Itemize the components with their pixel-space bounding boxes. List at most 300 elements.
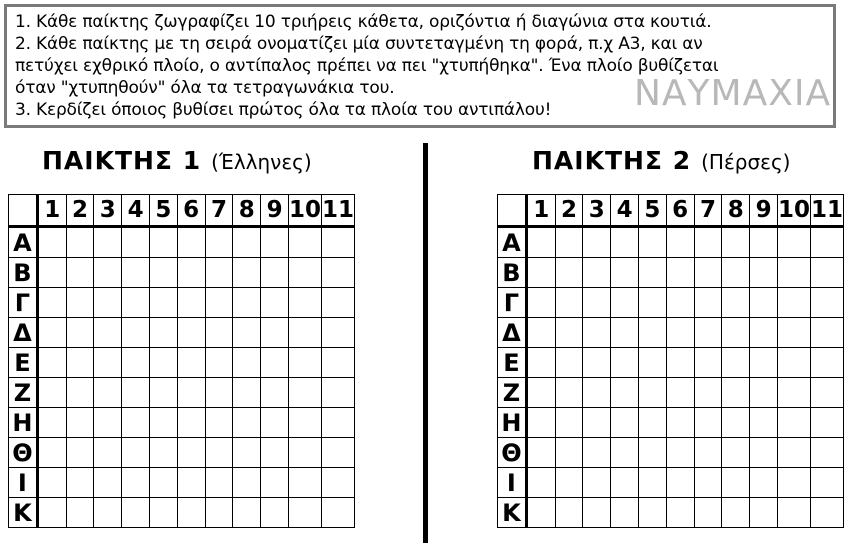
player-1-column-label: 9 xyxy=(261,195,289,227)
player-2-grid-cell[interactable] xyxy=(750,227,778,258)
player-2-row xyxy=(498,378,844,408)
player-2-row-label: Γ xyxy=(498,288,527,318)
player-1-row xyxy=(9,498,355,528)
player-1-grid-cell[interactable] xyxy=(288,318,321,348)
player-1-grid-cell[interactable] xyxy=(261,318,289,348)
player-2-grid-cell[interactable] xyxy=(777,438,810,468)
player-2-column-label: 10 xyxy=(777,195,810,227)
player-1-grid-cell[interactable] xyxy=(94,498,122,528)
rule-line-1: 1. Κάθε παίκτης ζωγραφίζει 10 τριήρεις κάθετα, οριζόντια ή διαγώνια στα κουτιά. xyxy=(15,12,712,32)
player-1-grid-cell[interactable] xyxy=(94,288,122,318)
player-1-grid-cell[interactable] xyxy=(177,438,205,468)
player-1-row xyxy=(9,227,355,258)
player-2-grid-cell[interactable] xyxy=(555,378,583,408)
player-1-grid-cell[interactable] xyxy=(149,258,177,288)
player-2-grid-cell[interactable] xyxy=(810,288,843,318)
player-1-column-label: 11 xyxy=(321,195,354,227)
player-2-row xyxy=(498,408,844,438)
player-1-grid-cell[interactable] xyxy=(94,227,122,258)
player-2-grid-cell[interactable] xyxy=(777,288,810,318)
player-2-grid-cell[interactable] xyxy=(638,348,666,378)
player-2-grid-cell[interactable] xyxy=(638,227,666,258)
player-1-grid-cell[interactable] xyxy=(94,318,122,348)
player-1-grid-cell[interactable] xyxy=(321,318,354,348)
player-2-column-label: 5 xyxy=(638,195,666,227)
player-1-grid-cell[interactable] xyxy=(321,227,354,258)
player-2-grid-cell[interactable] xyxy=(810,348,843,378)
player-1-grid-cell[interactable] xyxy=(37,227,66,258)
player-1-grid-cell[interactable] xyxy=(94,258,122,288)
player-1-grid-cell[interactable] xyxy=(94,408,122,438)
player-1-grid-cell[interactable] xyxy=(66,288,94,318)
player-2-grid-cell[interactable] xyxy=(583,498,611,528)
player-1-grid-cell[interactable] xyxy=(66,468,94,498)
player-2-grid-cell[interactable] xyxy=(583,378,611,408)
player-2-column-label: 3 xyxy=(583,195,611,227)
player-2-row-label: Κ xyxy=(498,498,527,528)
player-2-grid-cell[interactable] xyxy=(638,438,666,468)
player-1-grid-cell[interactable] xyxy=(288,348,321,378)
player-1-grid-cell[interactable] xyxy=(261,348,289,378)
player-1-grid-cell[interactable] xyxy=(177,288,205,318)
player-1-column-label: 6 xyxy=(177,195,205,227)
player-1-grid-cell[interactable] xyxy=(205,408,233,438)
player-2-grid-cell[interactable] xyxy=(583,438,611,468)
player-1-grid-cell[interactable] xyxy=(66,348,94,378)
player-1-title xyxy=(42,146,312,175)
rule-line-4: όταν "χτυπηθούν" όλα τα τετραγωνάκια του. xyxy=(15,78,395,98)
player-2-grid-cell[interactable] xyxy=(638,378,666,408)
player-1-grid-cell[interactable] xyxy=(66,498,94,528)
player-2-grid-cell[interactable] xyxy=(611,318,639,348)
player-1-grid-cell[interactable] xyxy=(66,378,94,408)
player-1-column-label: 8 xyxy=(233,195,261,227)
player-2-grid-cell[interactable] xyxy=(638,468,666,498)
player-1-row xyxy=(9,318,355,348)
player-2-grid-cell[interactable] xyxy=(777,378,810,408)
player-1-row-label: Ε xyxy=(9,348,38,378)
player-2-grid xyxy=(497,194,844,528)
player-2-row-label: Ι xyxy=(498,468,527,498)
player-2-row xyxy=(498,468,844,498)
player-1-row-label: Ζ xyxy=(9,378,38,408)
player-2-row-label: Η xyxy=(498,408,527,438)
player-2-column-label: 1 xyxy=(526,195,555,227)
player-2-grid-cell[interactable] xyxy=(722,408,750,438)
player-1-row xyxy=(9,258,355,288)
player-1-grid-cell[interactable] xyxy=(205,438,233,468)
player-2-name: ΠΑΙΚΤΗΣ 2 xyxy=(532,146,692,175)
player-2-row xyxy=(498,438,844,468)
player-1-grid-cell[interactable] xyxy=(122,318,150,348)
player-1-grid-cell[interactable] xyxy=(321,498,354,528)
player-1-grid-cell[interactable] xyxy=(205,498,233,528)
player-1-column-label: 3 xyxy=(94,195,122,227)
player-1-grid-cell[interactable] xyxy=(37,378,66,408)
player-2-grid-cell[interactable] xyxy=(750,438,778,468)
player-2-column-label: 6 xyxy=(666,195,694,227)
player-1-grid-cell[interactable] xyxy=(233,498,261,528)
player-1-grid-cell[interactable] xyxy=(261,227,289,258)
player-1-row xyxy=(9,288,355,318)
player-2-grid-cell[interactable] xyxy=(694,498,722,528)
player-2-grid-cell[interactable] xyxy=(611,288,639,318)
player-2-grid-cell[interactable] xyxy=(555,408,583,438)
player-2-grid-cell[interactable] xyxy=(750,378,778,408)
player-1-grid-cell[interactable] xyxy=(233,288,261,318)
player-1-grid-cell[interactable] xyxy=(149,408,177,438)
player-2-row-label: Α xyxy=(498,227,527,258)
player-1-row xyxy=(9,468,355,498)
player-1-grid-cell[interactable] xyxy=(288,468,321,498)
player-1-grid-cell[interactable] xyxy=(94,378,122,408)
player-2-grid-cell[interactable] xyxy=(583,318,611,348)
player-2-grid-cell[interactable] xyxy=(526,318,555,348)
player-2-grid-cell[interactable] xyxy=(810,408,843,438)
player-2-grid-cell[interactable] xyxy=(555,498,583,528)
player-1-column-label: 5 xyxy=(149,195,177,227)
player-2-grid-cell[interactable] xyxy=(666,227,694,258)
player-1-grid-cell[interactable] xyxy=(149,378,177,408)
player-2-grid-cell[interactable] xyxy=(694,408,722,438)
rule-line-2: 2. Κάθε παίκτης με τη σειρά ονοματίζει μία συντεταγμένη τη φορά, π.χ Α3, και αν xyxy=(15,34,703,54)
player-1-grid-cell[interactable] xyxy=(122,288,150,318)
player-1-grid-cell[interactable] xyxy=(205,378,233,408)
player-1-grid-cell[interactable] xyxy=(261,438,289,468)
player-2-grid-cell[interactable] xyxy=(666,438,694,468)
player-2-column-label: 2 xyxy=(555,195,583,227)
player-1-row-label: Γ xyxy=(9,288,38,318)
player-2-corner-cell xyxy=(498,195,527,227)
player-2-grid-cell[interactable] xyxy=(583,468,611,498)
player-2-grid-cell[interactable] xyxy=(555,258,583,288)
player-1-grid-cell[interactable] xyxy=(288,227,321,258)
player-2-header-row xyxy=(498,195,844,227)
player-1-grid-cell[interactable] xyxy=(233,348,261,378)
player-2-grid-cell[interactable] xyxy=(694,468,722,498)
player-2-grid-cell[interactable] xyxy=(694,258,722,288)
player-2-grid-cell[interactable] xyxy=(526,348,555,378)
player-2-grid-cell[interactable] xyxy=(777,408,810,438)
player-2-row-label: Ζ xyxy=(498,378,527,408)
player-1-grid-cell[interactable] xyxy=(233,227,261,258)
player-2-grid-cell[interactable] xyxy=(810,378,843,408)
player-1-grid-cell[interactable] xyxy=(37,288,66,318)
player-1-grid-cell[interactable] xyxy=(321,348,354,378)
player-1-grid-cell[interactable] xyxy=(233,468,261,498)
player-2-grid-cell[interactable] xyxy=(611,258,639,288)
player-1-grid-cell[interactable] xyxy=(177,408,205,438)
player-2-grid-cell[interactable] xyxy=(638,288,666,318)
player-1-name: ΠΑΙΚΤΗΣ 1 xyxy=(42,146,202,175)
player-2-grid-cell[interactable] xyxy=(611,227,639,258)
player-1-grid-cell[interactable] xyxy=(66,408,94,438)
player-1-grid-cell[interactable] xyxy=(149,288,177,318)
player-2-grid-cell[interactable] xyxy=(583,288,611,318)
player-1-grid-cell[interactable] xyxy=(205,318,233,348)
player-1-grid-cell[interactable] xyxy=(149,348,177,378)
player-1-grid-cell[interactable] xyxy=(149,498,177,528)
player-2-grid-cell[interactable] xyxy=(694,288,722,318)
player-1-grid-cell[interactable] xyxy=(288,258,321,288)
player-1-grid-cell[interactable] xyxy=(177,498,205,528)
player-1-grid-cell[interactable] xyxy=(233,438,261,468)
player-2-grid-cell[interactable] xyxy=(777,498,810,528)
player-1-grid-cell[interactable] xyxy=(177,348,205,378)
player-2-grid-cell[interactable] xyxy=(722,288,750,318)
player-2-row xyxy=(498,348,844,378)
player-1-grid-cell[interactable] xyxy=(177,258,205,288)
player-2-row xyxy=(498,288,844,318)
player-1-grid-cell[interactable] xyxy=(122,378,150,408)
player-2-grid-cell[interactable] xyxy=(777,258,810,288)
player-1-grid-cell[interactable] xyxy=(66,318,94,348)
player-2-grid-cell[interactable] xyxy=(810,227,843,258)
player-1-grid-cell[interactable] xyxy=(205,468,233,498)
player-2-side: (Πέρσες) xyxy=(701,150,791,174)
player-2-row xyxy=(498,498,844,528)
player-2-grid-cell[interactable] xyxy=(583,258,611,288)
player-2-grid-cell[interactable] xyxy=(777,227,810,258)
player-1-grid xyxy=(8,194,355,528)
player-1-grid-cell[interactable] xyxy=(149,318,177,348)
player-2-grid-cell[interactable] xyxy=(750,498,778,528)
player-1-grid-cell[interactable] xyxy=(37,498,66,528)
player-1-grid-cell[interactable] xyxy=(288,438,321,468)
player-1-grid-cell[interactable] xyxy=(37,408,66,438)
player-2-grid-cell[interactable] xyxy=(666,318,694,348)
player-2-grid-cell[interactable] xyxy=(555,438,583,468)
player-1-grid-cell[interactable] xyxy=(37,348,66,378)
player-1-row xyxy=(9,348,355,378)
player-2-grid-cell[interactable] xyxy=(611,468,639,498)
player-2-row xyxy=(498,318,844,348)
player-1-grid-cell[interactable] xyxy=(66,227,94,258)
player-1-grid-cell[interactable] xyxy=(149,438,177,468)
player-1-grid-cell[interactable] xyxy=(177,318,205,348)
player-2-grid-cell[interactable] xyxy=(555,348,583,378)
player-1-grid-cell[interactable] xyxy=(177,378,205,408)
player-2-grid-cell[interactable] xyxy=(526,468,555,498)
player-2-row xyxy=(498,227,844,258)
player-1-grid-cell[interactable] xyxy=(321,258,354,288)
player-2-grid-cell[interactable] xyxy=(694,438,722,468)
player-1-column-label: 2 xyxy=(66,195,94,227)
player-1-grid-cell[interactable] xyxy=(233,408,261,438)
player-1-grid-cell[interactable] xyxy=(233,258,261,288)
player-1-grid-cell[interactable] xyxy=(177,227,205,258)
player-2-grid-cell[interactable] xyxy=(750,408,778,438)
player-2-grid-cell[interactable] xyxy=(555,227,583,258)
player-1-grid-cell[interactable] xyxy=(37,318,66,348)
player-1-grid-cell[interactable] xyxy=(261,378,289,408)
player-2-grid-cell[interactable] xyxy=(810,258,843,288)
player-2-grid-cell[interactable] xyxy=(666,258,694,288)
player-2-grid-cell[interactable] xyxy=(810,438,843,468)
player-2-row-label: Θ xyxy=(498,438,527,468)
player-2-grid-cell[interactable] xyxy=(810,468,843,498)
player-2-grid-cell[interactable] xyxy=(666,468,694,498)
player-2-grid-cell[interactable] xyxy=(638,318,666,348)
player-1-corner-cell xyxy=(9,195,38,227)
player-2-grid-cell[interactable] xyxy=(666,498,694,528)
player-2-grid-cell[interactable] xyxy=(526,227,555,258)
player-1-grid-cell[interactable] xyxy=(261,288,289,318)
player-2-grid-cell[interactable] xyxy=(526,498,555,528)
player-2-grid-cell[interactable] xyxy=(694,227,722,258)
player-2-grid-cell[interactable] xyxy=(526,438,555,468)
player-1-row-label: Θ xyxy=(9,438,38,468)
player-1-grid-cell[interactable] xyxy=(261,468,289,498)
player-2-column-label: 11 xyxy=(810,195,843,227)
player-2-grid-cell[interactable] xyxy=(810,318,843,348)
player-1-row xyxy=(9,438,355,468)
watermark-logo: ΝΑΥΜΑΧΙΑ xyxy=(634,73,832,114)
player-2-grid-cell[interactable] xyxy=(722,227,750,258)
player-2-row xyxy=(498,258,844,288)
player-1-grid-cell[interactable] xyxy=(321,468,354,498)
player-2-grid-cell[interactable] xyxy=(526,288,555,318)
player-1-grid-cell[interactable] xyxy=(261,258,289,288)
player-2-grid-cell[interactable] xyxy=(583,408,611,438)
player-1-row-label: Η xyxy=(9,408,38,438)
player-1-column-label: 4 xyxy=(122,195,150,227)
player-1-grid-cell[interactable] xyxy=(261,498,289,528)
center-divider xyxy=(423,143,428,543)
player-2-grid-cell[interactable] xyxy=(722,318,750,348)
player-2-grid-cell[interactable] xyxy=(666,378,694,408)
player-1-grid-cell[interactable] xyxy=(94,348,122,378)
player-2-column-label: 8 xyxy=(722,195,750,227)
player-2-grid-cell[interactable] xyxy=(555,468,583,498)
player-1-column-label: 10 xyxy=(288,195,321,227)
player-2-grid-cell[interactable] xyxy=(611,378,639,408)
player-1-header-row xyxy=(9,195,355,227)
player-2-grid-cell[interactable] xyxy=(750,288,778,318)
rule-line-5: 3. Κερδίζει όποιος βυθίσει πρώτος όλα τα πλοία του αντιπάλου! xyxy=(15,100,552,120)
player-2-grid-cell[interactable] xyxy=(750,258,778,288)
player-2-grid-cell[interactable] xyxy=(638,498,666,528)
player-1-grid-cell[interactable] xyxy=(205,348,233,378)
player-2-grid-cell[interactable] xyxy=(722,438,750,468)
player-2-grid-cell[interactable] xyxy=(526,378,555,408)
player-2-grid-cell[interactable] xyxy=(694,318,722,348)
player-1-grid-cell[interactable] xyxy=(205,227,233,258)
player-1-grid-cell[interactable] xyxy=(261,408,289,438)
player-1-grid-cell[interactable] xyxy=(94,468,122,498)
player-2-grid-cell[interactable] xyxy=(611,498,639,528)
player-1-grid-cell[interactable] xyxy=(122,258,150,288)
player-1-row-label: Β xyxy=(9,258,38,288)
rule-line-3: πετύχει εχθρικό πλοίο, ο αντίπαλος πρέπει να πει "χτυπήθηκα". Ένα πλοίο βυθίζεται xyxy=(15,56,719,76)
player-1-grid-cell[interactable] xyxy=(122,438,150,468)
player-1-grid-cell[interactable] xyxy=(149,227,177,258)
player-2-grid-cell[interactable] xyxy=(611,348,639,378)
player-1-grid-cell[interactable] xyxy=(321,288,354,318)
player-2-grid-cell[interactable] xyxy=(722,498,750,528)
player-2-column-label: 7 xyxy=(694,195,722,227)
player-2-title xyxy=(532,146,790,175)
player-1-row xyxy=(9,378,355,408)
player-2-row-label: Ε xyxy=(498,348,527,378)
player-2-row-label: Β xyxy=(498,258,527,288)
player-1-side: (Έλληνες) xyxy=(211,150,312,174)
player-1-grid-cell[interactable] xyxy=(205,288,233,318)
player-1-grid-cell[interactable] xyxy=(122,408,150,438)
player-1-grid-cell[interactable] xyxy=(233,318,261,348)
player-2-grid-cell[interactable] xyxy=(722,258,750,288)
player-1-grid-cell[interactable] xyxy=(37,438,66,468)
player-2-grid-cell[interactable] xyxy=(666,408,694,438)
player-1-grid-cell[interactable] xyxy=(321,378,354,408)
player-2-grid-cell[interactable] xyxy=(666,288,694,318)
player-1-row-label: Δ xyxy=(9,318,38,348)
player-1-grid-cell[interactable] xyxy=(233,378,261,408)
player-1-row-label: Α xyxy=(9,227,38,258)
player-2-column-label: 9 xyxy=(750,195,778,227)
player-1-grid-cell[interactable] xyxy=(122,498,150,528)
player-1-grid-cell[interactable] xyxy=(321,408,354,438)
player-2-grid-cell[interactable] xyxy=(722,348,750,378)
player-2-grid-cell[interactable] xyxy=(638,408,666,438)
player-1-grid-cell[interactable] xyxy=(66,438,94,468)
player-1-grid-cell[interactable] xyxy=(122,468,150,498)
player-1-grid-cell[interactable] xyxy=(149,468,177,498)
player-1-grid-cell[interactable] xyxy=(321,438,354,468)
player-1-grid-cell[interactable] xyxy=(94,438,122,468)
player-1-row xyxy=(9,408,355,438)
player-2-column-label: 4 xyxy=(611,195,639,227)
player-2-grid-cell[interactable] xyxy=(666,348,694,378)
player-2-grid-cell[interactable] xyxy=(777,468,810,498)
player-2-grid-cell[interactable] xyxy=(555,288,583,318)
player-2-grid-cell[interactable] xyxy=(777,318,810,348)
player-1-grid-cell[interactable] xyxy=(37,468,66,498)
player-2-grid-cell[interactable] xyxy=(810,498,843,528)
player-2-grid-cell[interactable] xyxy=(750,318,778,348)
player-2-grid-cell[interactable] xyxy=(526,408,555,438)
player-2-grid-cell[interactable] xyxy=(583,348,611,378)
player-1-grid-cell[interactable] xyxy=(288,378,321,408)
player-2-grid-cell[interactable] xyxy=(694,378,722,408)
player-2-grid-cell[interactable] xyxy=(722,378,750,408)
player-2-grid-cell[interactable] xyxy=(526,258,555,288)
player-1-grid-cell[interactable] xyxy=(122,348,150,378)
player-1-column-label: 7 xyxy=(205,195,233,227)
player-2-grid-cell[interactable] xyxy=(638,258,666,288)
player-2-grid-cell[interactable] xyxy=(583,227,611,258)
player-1-grid-cell[interactable] xyxy=(177,468,205,498)
player-2-grid-cell[interactable] xyxy=(611,438,639,468)
player-2-grid-cell[interactable] xyxy=(611,408,639,438)
player-2-grid-cell[interactable] xyxy=(694,348,722,378)
player-2-row-label: Δ xyxy=(498,318,527,348)
player-2-grid-cell[interactable] xyxy=(555,318,583,348)
player-2-grid-cell[interactable] xyxy=(750,348,778,378)
player-1-column-label: 1 xyxy=(37,195,66,227)
player-1-grid-cell[interactable] xyxy=(66,258,94,288)
player-2-grid-cell[interactable] xyxy=(722,468,750,498)
player-1-grid-cell[interactable] xyxy=(37,258,66,288)
player-2-grid-cell[interactable] xyxy=(750,468,778,498)
player-1-grid-cell[interactable] xyxy=(205,258,233,288)
player-2-grid-cell[interactable] xyxy=(777,348,810,378)
player-1-grid-cell[interactable] xyxy=(288,408,321,438)
player-1-grid-cell[interactable] xyxy=(122,227,150,258)
player-1-row-label: Ι xyxy=(9,468,38,498)
player-1-grid-cell[interactable] xyxy=(288,288,321,318)
player-1-grid-cell[interactable] xyxy=(288,498,321,528)
